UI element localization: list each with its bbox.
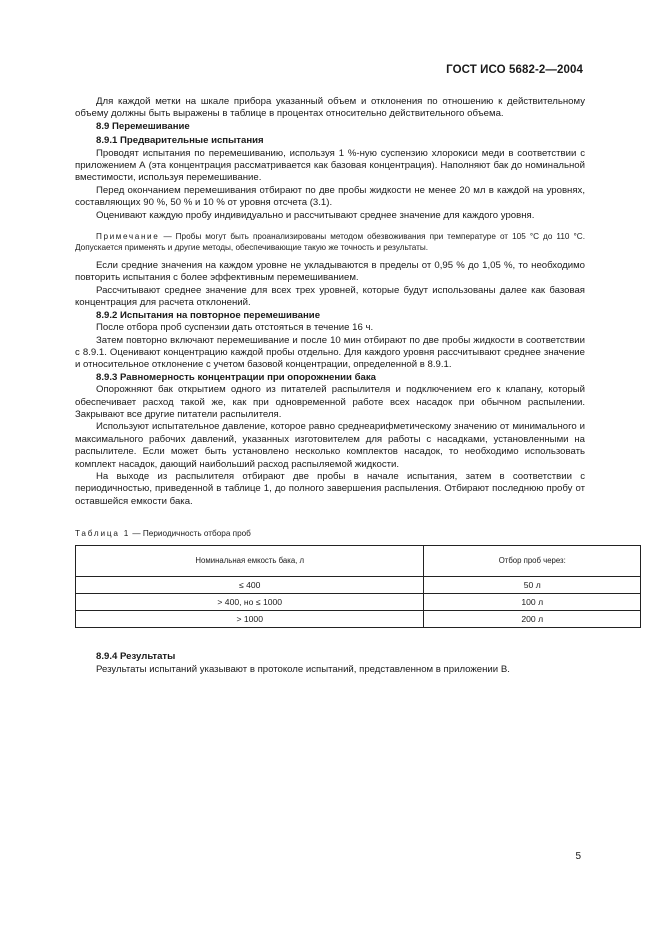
- paragraph: На выходе из распылителя отбирают две пробы в начале испытания, затем в соответствии с периодичностью, приведенной в таблице 1, до полного завершения распыления. Отбирают последнюю пробу от оставшейся емкости бака.: [75, 470, 585, 507]
- table-cell: 200 л: [424, 611, 641, 628]
- table-cell: 50 л: [424, 577, 641, 594]
- table-header-row: [76, 546, 641, 577]
- paragraph: Перед окончанием перемешивания отбирают по две пробы жидкости не менее 20 мл в каждой на уровнях, составляющих 90 %, 50 % и 10 % от уровня отсчета (3.1).: [75, 184, 585, 209]
- paragraph: Проводят испытания по перемешиванию, используя 1 %-ную суспензию хлорокиси меди в соответствии с приложением А (эта концентрация рассматривается как базовая концентрация). Наполняют бак до номинальной вместимости, используя перемешивание.: [75, 147, 585, 184]
- paragraph: После отбора проб суспензии дать отстояться в течение 16 ч.: [96, 322, 374, 334]
- table-row: [76, 577, 641, 594]
- section-8-9-2-heading: 8.9.2 Испытания на повторное перемешивание: [96, 309, 321, 321]
- table-row: [76, 594, 641, 611]
- section-8-9-3-heading: 8.9.3 Равномерность концентрации при опорожнении бака: [96, 371, 376, 383]
- table-cell: > 1000: [76, 611, 424, 628]
- section-8-9-4-heading: 8.9.4 Результаты: [96, 651, 176, 663]
- table-cell: 100 л: [424, 594, 641, 611]
- intro-paragraph: Для каждой метки на шкале прибора указанный объем и отклонения по отношению к действительному объему должны быть выражены в таблице в процентах относительно действительного объема.: [75, 96, 585, 120]
- table-caption: [75, 528, 585, 539]
- paragraph: Результаты испытаний указывают в протоколе испытаний, представленном в приложении В.: [96, 663, 510, 675]
- table-row: [76, 611, 641, 628]
- page-number: 5: [575, 851, 581, 862]
- table-cell: > 400, но ≤ 1000: [76, 594, 424, 611]
- table-header-cell: Номинальная емкость бака, л: [76, 546, 424, 577]
- table-header-cell: Отбор проб через:: [424, 546, 641, 577]
- paragraph: Используют испытательное давление, которое равно среднеарифметическому значению от минимального и максимального рабочих давлений, указанных изготовителем для работы с насадками, установленными на распылителе. Если может быть установлено несколько комплектов насадок, то необходимо использовать комплект насадок, дающий наибольший расход распыляемой жидкости.: [75, 421, 585, 470]
- document-header: ГОСТ ИСО 5682-2—2004: [446, 64, 583, 76]
- sampling-table: [75, 545, 641, 628]
- note-text: — Пробы могут быть проанализированы методом обезвоживания при температуре от 105 °С до 110 °С. Допускается применять и другие методы, обеспечивающие такую же точность и результаты.: [75, 232, 585, 253]
- section-8-9-1-heading: 8.9.1 Предварительные испытания: [96, 135, 264, 147]
- table-caption-text: — Периодичность отбора проб: [132, 529, 251, 539]
- section-8-9-heading: 8.9 Перемешивание: [96, 120, 190, 132]
- paragraph: Опорожняют бак открытием одного из питателей распылителя и подключением его к клапану, который обеспечивает расход такой же, как при одновременной работе всех насадок при обычном распылении. Закрывают все другие питатели распылителя.: [75, 384, 585, 420]
- paragraph: Если средние значения на каждом уровне не укладываются в пределы от 0,95 % до 1,05 %, то необходимо повторить испытания с более эффективным перемешиванием.: [75, 260, 585, 284]
- note-label: Примечание: [96, 232, 160, 242]
- table-caption-label: Таблица 1: [75, 529, 131, 539]
- paragraph: Оценивают каждую пробу индивидуально и рассчитывают среднее значение для каждого уровня.: [96, 209, 535, 221]
- table-cell: ≤ 400: [76, 577, 424, 594]
- paragraph: Рассчитывают среднее значение для всех трех уровней, которые будут использованы далее как базовая концентрация для расчета отклонений.: [75, 284, 585, 309]
- paragraph: Затем повторно включают перемешивание и после 10 мин отбирают по две пробы жидкости в соответствии с 8.9.1. Оценивают концентрацию каждой пробы отдельно. Для каждого уровня рассчитывают среднее значение и относительное отклонение с учетом базовой концентрации, определенной в 8.9.1.: [75, 334, 585, 371]
- note: [75, 231, 585, 253]
- results-section: [75, 651, 585, 676]
- document-body: [75, 96, 585, 676]
